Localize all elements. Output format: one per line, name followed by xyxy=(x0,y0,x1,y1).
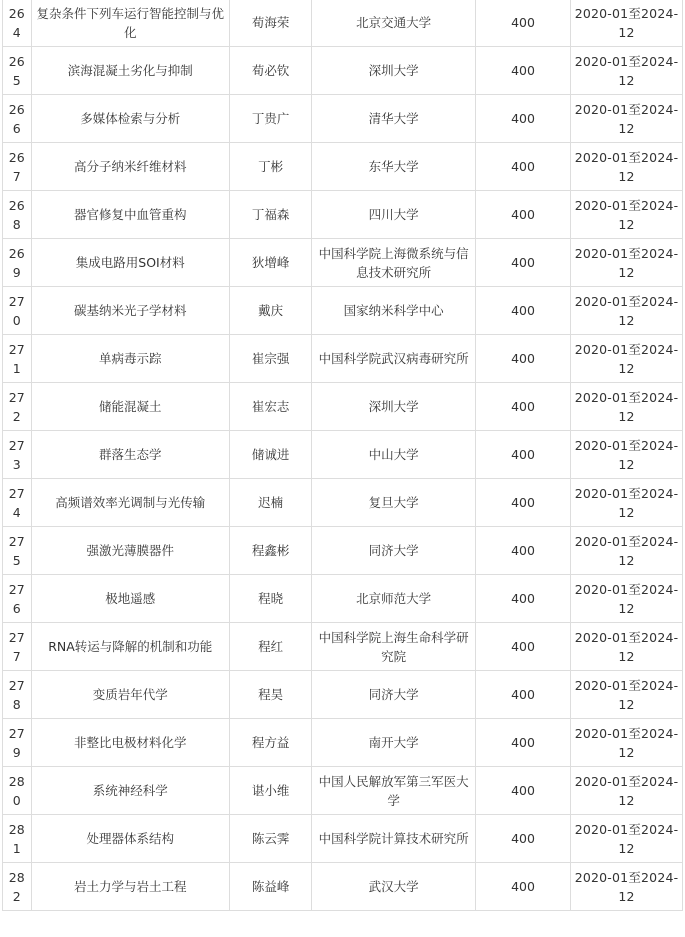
row-number-cell xyxy=(3,815,32,863)
funding-amount: 400 xyxy=(511,15,535,30)
funding-period: 2020-01至2024-12 xyxy=(574,485,679,520)
funding-amount: 400 xyxy=(511,783,535,798)
project-title-cell xyxy=(31,479,230,527)
funding-amount: 400 xyxy=(511,831,535,846)
funding-amount-cell xyxy=(476,719,571,767)
table-row xyxy=(3,863,683,911)
row-number: 279 xyxy=(8,725,25,760)
table-row xyxy=(3,815,683,863)
funding-period: 2020-01至2024-12 xyxy=(574,533,679,568)
table-row xyxy=(3,335,683,383)
project-title-cell xyxy=(31,239,230,287)
row-number: 270 xyxy=(8,293,25,328)
institution: 四川大学 xyxy=(368,207,419,222)
project-title-cell xyxy=(31,623,230,671)
researcher-name-cell xyxy=(230,479,312,527)
funding-period: 2020-01至2024-12 xyxy=(574,437,679,472)
project-title-cell xyxy=(31,863,230,911)
funding-period-cell xyxy=(571,0,683,47)
institution: 中山大学 xyxy=(368,447,419,462)
table-row xyxy=(3,0,683,47)
funding-amount-cell xyxy=(476,623,571,671)
row-number: 271 xyxy=(8,341,25,376)
table-row xyxy=(3,671,683,719)
funding-period-cell xyxy=(571,671,683,719)
institution: 复旦大学 xyxy=(368,495,419,510)
row-number: 282 xyxy=(8,869,25,904)
institution: 武汉大学 xyxy=(368,879,419,894)
project-title: 储能混凝土 xyxy=(98,399,162,414)
row-number: 273 xyxy=(8,437,25,472)
table-row xyxy=(3,623,683,671)
funding-amount-cell xyxy=(476,95,571,143)
funding-amount: 400 xyxy=(511,591,535,606)
row-number-cell xyxy=(3,623,32,671)
funding-amount-cell xyxy=(476,479,571,527)
institution-cell xyxy=(312,431,476,479)
row-number-cell xyxy=(3,239,32,287)
institution: 同济大学 xyxy=(368,687,419,702)
researcher-name-cell xyxy=(230,239,312,287)
project-title: 集成电路用SOI材料 xyxy=(75,255,185,270)
funding-amount-cell xyxy=(476,287,571,335)
project-title-cell xyxy=(31,527,230,575)
row-number-cell xyxy=(3,671,32,719)
row-number-cell xyxy=(3,431,32,479)
researcher-name-cell xyxy=(230,143,312,191)
funding-amount-cell xyxy=(476,575,571,623)
table-row xyxy=(3,191,683,239)
funding-period: 2020-01至2024-12 xyxy=(574,629,679,664)
researcher-name: 程方益 xyxy=(251,735,290,750)
table-row xyxy=(3,239,683,287)
table-row xyxy=(3,479,683,527)
institution: 清华大学 xyxy=(368,111,419,126)
funding-period-cell xyxy=(571,239,683,287)
institution-cell xyxy=(312,47,476,95)
table-body xyxy=(3,0,683,911)
project-title-cell xyxy=(31,767,230,815)
row-number-cell xyxy=(3,527,32,575)
researcher-name-cell xyxy=(230,671,312,719)
row-number: 276 xyxy=(8,581,25,616)
researcher-name: 迟楠 xyxy=(258,495,284,510)
researcher-name: 陈益峰 xyxy=(251,879,290,894)
row-number: 278 xyxy=(8,677,25,712)
funding-period: 2020-01至2024-12 xyxy=(574,245,679,280)
project-title-cell xyxy=(31,287,230,335)
row-number: 277 xyxy=(8,629,25,664)
project-title: RNA转运与降解的机制和功能 xyxy=(48,639,213,654)
table-row xyxy=(3,47,683,95)
funding-period: 2020-01至2024-12 xyxy=(574,869,679,904)
researcher-name: 戴庆 xyxy=(258,303,284,318)
project-title-cell xyxy=(31,95,230,143)
institution: 中国科学院上海微系统与信息技术研究所 xyxy=(318,245,469,280)
row-number-cell xyxy=(3,767,32,815)
researcher-name-cell xyxy=(230,527,312,575)
row-number: 266 xyxy=(8,101,25,136)
institution-cell xyxy=(312,767,476,815)
funding-period-cell xyxy=(571,383,683,431)
row-number: 269 xyxy=(8,245,25,280)
institution-cell xyxy=(312,575,476,623)
row-number: 280 xyxy=(8,773,25,808)
project-title-cell xyxy=(31,47,230,95)
project-title: 极地遥感 xyxy=(105,591,156,606)
table-row xyxy=(3,95,683,143)
row-number-cell xyxy=(3,95,32,143)
funding-amount: 400 xyxy=(511,207,535,222)
researcher-name: 程红 xyxy=(258,639,284,654)
funding-period-cell xyxy=(571,287,683,335)
funding-amount-cell xyxy=(476,863,571,911)
funding-amount: 400 xyxy=(511,303,535,318)
project-title-cell xyxy=(31,383,230,431)
institution-cell xyxy=(312,287,476,335)
institution: 南开大学 xyxy=(368,735,419,750)
researcher-name: 荀海荣 xyxy=(251,15,290,30)
funding-period: 2020-01至2024-12 xyxy=(574,821,679,856)
funding-period: 2020-01至2024-12 xyxy=(574,293,679,328)
funding-amount: 400 xyxy=(511,255,535,270)
funding-amount-cell xyxy=(476,671,571,719)
project-title: 系统神经科学 xyxy=(92,783,168,798)
institution-cell xyxy=(312,671,476,719)
project-title-cell xyxy=(31,335,230,383)
row-number: 267 xyxy=(8,149,25,184)
project-title: 高频谱效率光调制与光传输 xyxy=(55,495,206,510)
table-row xyxy=(3,719,683,767)
project-title: 处理器体系结构 xyxy=(86,831,174,846)
institution-cell xyxy=(312,143,476,191)
researcher-name-cell xyxy=(230,719,312,767)
awardee-table xyxy=(2,0,683,911)
table-row xyxy=(3,383,683,431)
institution-cell xyxy=(312,479,476,527)
funding-amount-cell xyxy=(476,335,571,383)
table-row xyxy=(3,527,683,575)
institution-cell xyxy=(312,383,476,431)
funding-period-cell xyxy=(571,335,683,383)
institution: 中国科学院计算技术研究所 xyxy=(318,831,469,846)
project-title: 单病毒示踪 xyxy=(98,351,162,366)
institution: 中国科学院武汉病毒研究所 xyxy=(318,351,469,366)
funding-period: 2020-01至2024-12 xyxy=(574,677,679,712)
row-number: 268 xyxy=(8,197,25,232)
table-row xyxy=(3,431,683,479)
researcher-name: 谌小维 xyxy=(251,783,290,798)
funding-period-cell xyxy=(571,575,683,623)
row-number-cell xyxy=(3,335,32,383)
researcher-name-cell xyxy=(230,0,312,47)
project-title: 复杂条件下列车运行智能控制与优化 xyxy=(36,5,224,40)
researcher-name-cell xyxy=(230,335,312,383)
researcher-name: 丁福森 xyxy=(251,207,290,222)
project-title: 器官修复中血管重构 xyxy=(73,207,187,222)
funding-period-cell xyxy=(571,623,683,671)
row-number: 274 xyxy=(8,485,25,520)
funding-period: 2020-01至2024-12 xyxy=(574,725,679,760)
row-number-cell xyxy=(3,575,32,623)
funding-period-cell xyxy=(571,95,683,143)
project-title-cell xyxy=(31,191,230,239)
funding-amount: 400 xyxy=(511,495,535,510)
funding-period-cell xyxy=(571,863,683,911)
researcher-name: 陈云霁 xyxy=(251,831,290,846)
institution-cell xyxy=(312,335,476,383)
project-title-cell xyxy=(31,719,230,767)
funding-period: 2020-01至2024-12 xyxy=(574,389,679,424)
institution-cell xyxy=(312,527,476,575)
institution: 深圳大学 xyxy=(368,63,419,78)
project-title-cell xyxy=(31,575,230,623)
funding-amount: 400 xyxy=(511,447,535,462)
project-title-cell xyxy=(31,431,230,479)
row-number: 281 xyxy=(8,821,25,856)
funding-period: 2020-01至2024-12 xyxy=(574,773,679,808)
table-row xyxy=(3,143,683,191)
funding-amount-cell xyxy=(476,431,571,479)
funding-period: 2020-01至2024-12 xyxy=(574,53,679,88)
institution: 中国科学院上海生命科学研究院 xyxy=(318,629,469,664)
funding-period-cell xyxy=(571,191,683,239)
funding-amount-cell xyxy=(476,239,571,287)
table-row xyxy=(3,575,683,623)
project-title: 强激光薄膜器件 xyxy=(86,543,174,558)
institution: 同济大学 xyxy=(368,543,419,558)
project-title: 群落生态学 xyxy=(98,447,162,462)
researcher-name-cell xyxy=(230,191,312,239)
project-title: 岩土力学与岩土工程 xyxy=(73,879,187,894)
project-title: 变质岩年代学 xyxy=(92,687,168,702)
institution-cell xyxy=(312,95,476,143)
funding-amount: 400 xyxy=(511,111,535,126)
row-number-cell xyxy=(3,479,32,527)
row-number-cell xyxy=(3,719,32,767)
institution: 东华大学 xyxy=(368,159,419,174)
project-title: 多媒体检索与分析 xyxy=(80,111,181,126)
institution-cell xyxy=(312,239,476,287)
researcher-name-cell xyxy=(230,431,312,479)
funding-period-cell xyxy=(571,527,683,575)
funding-amount: 400 xyxy=(511,879,535,894)
researcher-name: 程鑫彬 xyxy=(251,543,290,558)
project-title-cell xyxy=(31,0,230,47)
project-title: 滨海混凝土劣化与抑制 xyxy=(67,63,193,78)
institution-cell xyxy=(312,0,476,47)
researcher-name-cell xyxy=(230,47,312,95)
researcher-name-cell xyxy=(230,287,312,335)
researcher-name-cell xyxy=(230,815,312,863)
researcher-name: 程昊 xyxy=(258,687,284,702)
funding-amount-cell xyxy=(476,143,571,191)
researcher-name: 荀必钦 xyxy=(251,63,290,78)
row-number-cell xyxy=(3,191,32,239)
row-number: 272 xyxy=(8,389,25,424)
funding-amount-cell xyxy=(476,815,571,863)
funding-amount-cell xyxy=(476,191,571,239)
funding-period: 2020-01至2024-12 xyxy=(574,101,679,136)
funding-amount-cell xyxy=(476,527,571,575)
table-row xyxy=(3,287,683,335)
project-title: 碳基纳米光子学材料 xyxy=(73,303,187,318)
researcher-name-cell xyxy=(230,95,312,143)
researcher-name: 储诚进 xyxy=(251,447,290,462)
researcher-name: 丁贵广 xyxy=(251,111,290,126)
row-number-cell xyxy=(3,287,32,335)
institution-cell xyxy=(312,719,476,767)
funding-amount: 400 xyxy=(511,63,535,78)
institution-cell xyxy=(312,815,476,863)
funding-amount-cell xyxy=(476,0,571,47)
funding-amount: 400 xyxy=(511,735,535,750)
institution: 中国人民解放军第三军医大学 xyxy=(318,773,469,808)
researcher-name-cell xyxy=(230,863,312,911)
funding-period: 2020-01至2024-12 xyxy=(574,197,679,232)
funding-amount: 400 xyxy=(511,543,535,558)
researcher-name-cell xyxy=(230,383,312,431)
researcher-name: 程晓 xyxy=(258,591,284,606)
funding-amount: 400 xyxy=(511,159,535,174)
researcher-name: 崔宏志 xyxy=(251,399,290,414)
researcher-name-cell xyxy=(230,575,312,623)
funding-period-cell xyxy=(571,479,683,527)
funding-amount-cell xyxy=(476,47,571,95)
researcher-name-cell xyxy=(230,623,312,671)
row-number-cell xyxy=(3,0,32,47)
institution-cell xyxy=(312,191,476,239)
row-number-cell xyxy=(3,143,32,191)
project-title-cell xyxy=(31,815,230,863)
project-title-cell xyxy=(31,143,230,191)
researcher-name-cell xyxy=(230,767,312,815)
institution: 北京交通大学 xyxy=(356,15,432,30)
funding-period-cell xyxy=(571,431,683,479)
institution-cell xyxy=(312,863,476,911)
institution-cell xyxy=(312,623,476,671)
row-number-cell xyxy=(3,383,32,431)
row-number: 265 xyxy=(8,53,25,88)
funding-period-cell xyxy=(571,767,683,815)
funding-amount-cell xyxy=(476,767,571,815)
project-title: 高分子纳米纤维材料 xyxy=(73,159,187,174)
row-number-cell xyxy=(3,47,32,95)
funding-amount: 400 xyxy=(511,399,535,414)
researcher-name: 丁彬 xyxy=(258,159,284,174)
row-number: 275 xyxy=(8,533,25,568)
project-title-cell xyxy=(31,671,230,719)
researcher-name: 崔宗强 xyxy=(251,351,290,366)
table-row xyxy=(3,767,683,815)
funding-period-cell xyxy=(571,47,683,95)
funding-amount: 400 xyxy=(511,639,535,654)
funding-amount-cell xyxy=(476,383,571,431)
funding-period-cell xyxy=(571,719,683,767)
funding-period-cell xyxy=(571,815,683,863)
funding-period: 2020-01至2024-12 xyxy=(574,581,679,616)
funding-period: 2020-01至2024-12 xyxy=(574,341,679,376)
researcher-name: 狄增峰 xyxy=(251,255,290,270)
funding-period: 2020-01至2024-12 xyxy=(574,149,679,184)
institution: 北京师范大学 xyxy=(356,591,432,606)
funding-amount: 400 xyxy=(511,351,535,366)
funding-period-cell xyxy=(571,143,683,191)
project-title: 非整比电极材料化学 xyxy=(73,735,187,750)
funding-amount: 400 xyxy=(511,687,535,702)
institution: 深圳大学 xyxy=(368,399,419,414)
institution: 国家纳米科学中心 xyxy=(343,303,444,318)
funding-period: 2020-01至2024-12 xyxy=(574,5,679,40)
row-number-cell xyxy=(3,863,32,911)
row-number: 264 xyxy=(8,5,25,40)
